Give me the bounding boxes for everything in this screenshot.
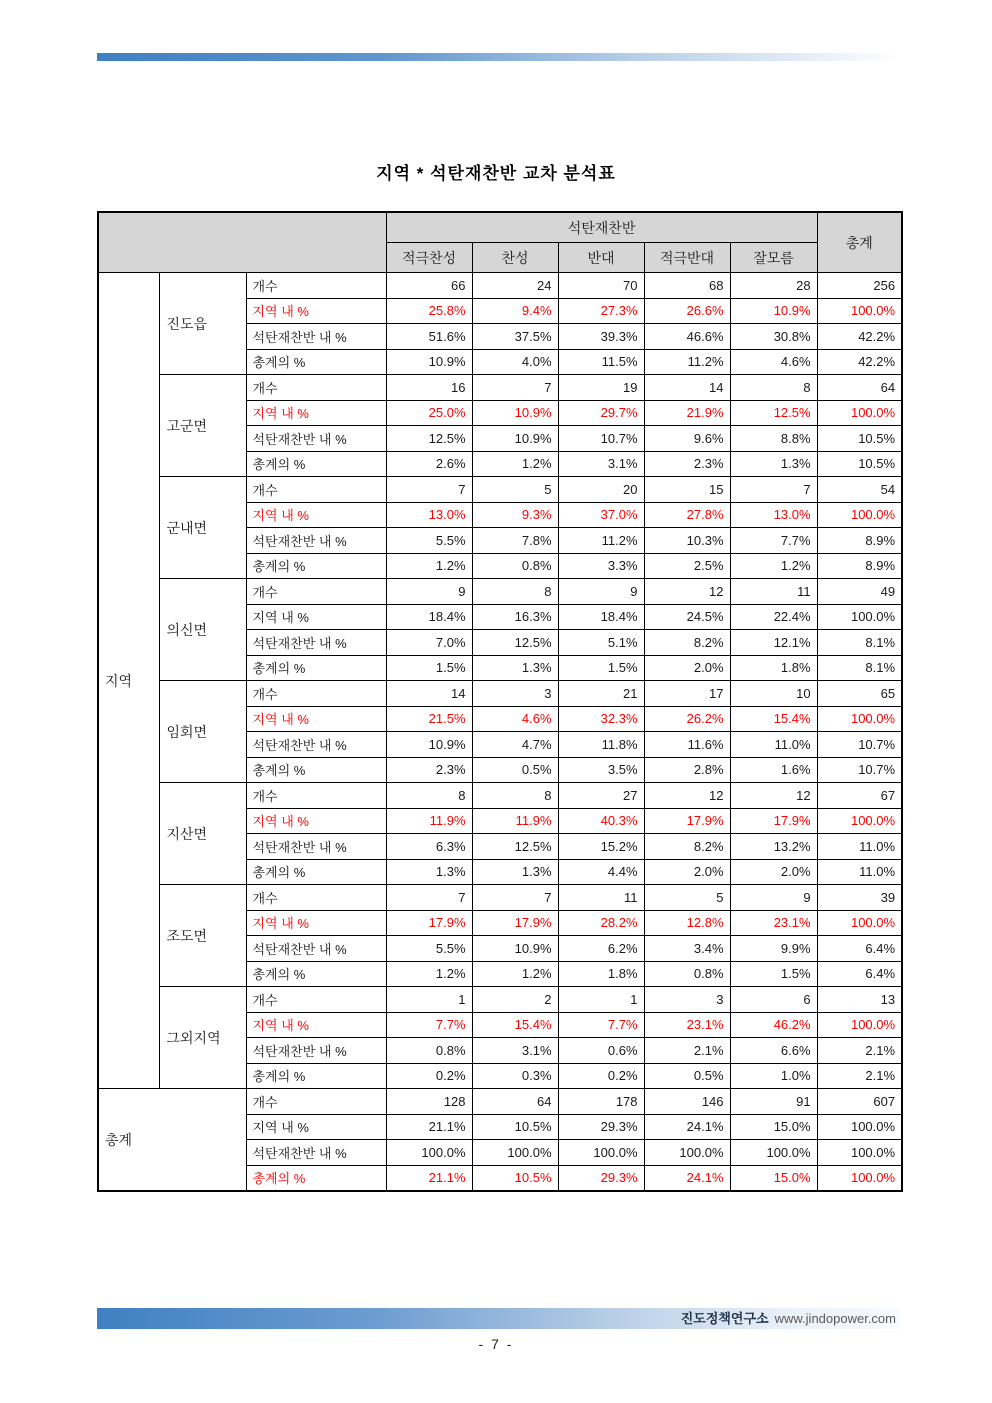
value-cell: 0.8% [644,961,730,987]
value-cell: 1.2% [730,553,817,579]
value-cell: 11 [558,885,644,911]
value-cell: 100.0% [817,706,902,732]
value-cell: 9 [558,579,644,605]
value-cell: 29.3% [558,1114,644,1140]
value-cell: 0.5% [472,757,558,783]
value-cell: 1.2% [472,451,558,477]
value-cell: 100.0% [386,1140,472,1166]
value-cell: 5 [644,885,730,911]
column-header: 적극찬성 [386,243,472,273]
value-cell: 7.7% [558,1012,644,1038]
region-label: 조도면 [159,885,246,987]
footer-bar [97,1308,900,1329]
measure-label: 석탄재찬반 내 % [246,426,386,452]
value-cell: 8.8% [730,426,817,452]
value-cell: 2.1% [644,1038,730,1064]
value-cell: 25.8% [386,298,472,324]
value-cell: 21.9% [644,400,730,426]
value-cell: 1.2% [386,961,472,987]
column-header: 적극반대 [644,243,730,273]
value-cell: 68 [644,273,730,299]
value-cell: 64 [817,375,902,401]
value-cell: 18.4% [386,604,472,630]
value-cell: 5.5% [386,936,472,962]
value-cell: 5.1% [558,630,644,656]
value-cell: 100.0% [817,604,902,630]
value-cell: 12.8% [644,910,730,936]
value-cell: 5 [472,477,558,503]
measure-label: 개수 [246,477,386,503]
value-cell: 7 [386,477,472,503]
value-cell: 12 [644,579,730,605]
value-cell: 16.3% [472,604,558,630]
measure-label: 지역 내 % [246,1114,386,1140]
value-cell: 6.3% [386,834,472,860]
measure-label: 개수 [246,885,386,911]
value-cell: 9 [730,885,817,911]
value-cell: 2 [472,987,558,1013]
value-cell: 146 [644,1089,730,1115]
cross-tab-table [97,211,903,1192]
value-cell: 1.8% [558,961,644,987]
cross-tab-wrapper [97,211,903,1192]
value-cell: 3.1% [472,1038,558,1064]
measure-label: 석탄재찬반 내 % [246,732,386,758]
column-header: 찬성 [472,243,558,273]
value-cell: 14 [386,681,472,707]
region-label: 고군면 [159,375,246,477]
value-cell: 4.6% [472,706,558,732]
value-cell: 9.4% [472,298,558,324]
value-cell: 0.8% [472,553,558,579]
value-cell: 1.2% [472,961,558,987]
value-cell: 8 [386,783,472,809]
row-group-label: 지역 [98,273,159,1089]
value-cell: 6.4% [817,961,902,987]
value-cell: 16 [386,375,472,401]
value-cell: 49 [817,579,902,605]
total-column-header: 총계 [817,212,902,273]
value-cell: 7.7% [730,528,817,554]
region-label: 그외지역 [159,987,246,1089]
value-cell: 21.5% [386,706,472,732]
measure-label: 총계의 % [246,655,386,681]
value-cell: 21.1% [386,1114,472,1140]
page-title: 지역 * 석탄재찬반 교차 분석표 [376,164,616,183]
value-cell: 2.0% [644,859,730,885]
value-cell: 10.5% [472,1165,558,1191]
value-cell: 3.5% [558,757,644,783]
value-cell: 42.2% [817,349,902,375]
value-cell: 51.6% [386,324,472,350]
value-cell: 10.7% [558,426,644,452]
value-cell: 8.9% [817,528,902,554]
measure-label: 석탄재찬반 내 % [246,834,386,860]
value-cell: 10 [730,681,817,707]
value-cell: 27.8% [644,502,730,528]
value-cell: 100.0% [817,808,902,834]
value-cell: 4.4% [558,859,644,885]
total-row-label: 총계 [98,1089,246,1192]
value-cell: 12.5% [472,834,558,860]
value-cell: 0.8% [386,1038,472,1064]
value-cell: 4.6% [730,349,817,375]
value-cell: 46.6% [644,324,730,350]
value-cell: 4.0% [472,349,558,375]
value-cell: 607 [817,1089,902,1115]
value-cell: 30.8% [730,324,817,350]
value-cell: 10.5% [472,1114,558,1140]
value-cell: 32.3% [558,706,644,732]
measure-label: 개수 [246,783,386,809]
measure-label: 개수 [246,579,386,605]
measure-label: 석탄재찬반 내 % [246,324,386,350]
value-cell: 37.0% [558,502,644,528]
value-cell: 8.9% [817,553,902,579]
value-cell: 7 [472,375,558,401]
value-cell: 10.3% [644,528,730,554]
measure-label: 개수 [246,1089,386,1115]
value-cell: 15 [644,477,730,503]
value-cell: 11.5% [558,349,644,375]
measure-label: 총계의 % [246,757,386,783]
value-cell: 26.6% [644,298,730,324]
value-cell: 100.0% [730,1140,817,1166]
value-cell: 11.2% [644,349,730,375]
value-cell: 2.0% [730,859,817,885]
value-cell: 0.6% [558,1038,644,1064]
value-cell: 15.2% [558,834,644,860]
value-cell: 5.5% [386,528,472,554]
column-header: 잘모름 [730,243,817,273]
measure-label: 총계의 % [246,1165,386,1191]
value-cell: 70 [558,273,644,299]
value-cell: 15.0% [730,1114,817,1140]
value-cell: 29.3% [558,1165,644,1191]
value-cell: 3 [472,681,558,707]
value-cell: 12.5% [386,426,472,452]
value-cell: 9.6% [644,426,730,452]
value-cell: 14 [644,375,730,401]
measure-label: 지역 내 % [246,706,386,732]
value-cell: 12 [730,783,817,809]
region-label: 임회면 [159,681,246,783]
value-cell: 28.2% [558,910,644,936]
value-cell: 1.2% [386,553,472,579]
value-cell: 10.9% [472,936,558,962]
value-cell: 0.2% [558,1063,644,1089]
value-cell: 12.5% [730,400,817,426]
value-cell: 12.1% [730,630,817,656]
measure-label: 지역 내 % [246,910,386,936]
value-cell: 8.1% [817,630,902,656]
value-cell: 2.1% [817,1038,902,1064]
value-cell: 3 [644,987,730,1013]
measure-label: 석탄재찬반 내 % [246,528,386,554]
value-cell: 100.0% [817,1114,902,1140]
value-cell: 7.7% [386,1012,472,1038]
value-cell: 10.5% [817,426,902,452]
value-cell: 12 [644,783,730,809]
value-cell: 100.0% [817,400,902,426]
value-cell: 17.9% [472,910,558,936]
value-cell: 21 [558,681,644,707]
value-cell: 10.7% [817,757,902,783]
top-accent-bar [97,53,900,61]
value-cell: 26.2% [644,706,730,732]
value-cell: 2.1% [817,1063,902,1089]
value-cell: 1 [558,987,644,1013]
value-cell: 15.4% [730,706,817,732]
value-cell: 128 [386,1089,472,1115]
value-cell: 2.6% [386,451,472,477]
footer-org: 진도정책연구소 [680,1311,769,1326]
value-cell: 6 [730,987,817,1013]
value-cell: 10.9% [386,349,472,375]
value-cell: 11.6% [644,732,730,758]
measure-label: 지역 내 % [246,808,386,834]
value-cell: 13.0% [730,502,817,528]
group-header-cell: 석탄재찬반 [386,212,817,243]
value-cell: 100.0% [558,1140,644,1166]
value-cell: 0.2% [386,1063,472,1089]
value-cell: 1.3% [730,451,817,477]
value-cell: 11.0% [817,834,902,860]
value-cell: 7.0% [386,630,472,656]
value-cell: 3.4% [644,936,730,962]
measure-label: 개수 [246,681,386,707]
value-cell: 66 [386,273,472,299]
value-cell: 1.0% [730,1063,817,1089]
value-cell: 18.4% [558,604,644,630]
measure-label: 지역 내 % [246,502,386,528]
value-cell: 2.5% [644,553,730,579]
value-cell: 28 [730,273,817,299]
value-cell: 24 [472,273,558,299]
value-cell: 100.0% [472,1140,558,1166]
corner-cell [98,212,386,273]
value-cell: 11.9% [472,808,558,834]
measure-label: 총계의 % [246,553,386,579]
value-cell: 11.2% [558,528,644,554]
value-cell: 17 [644,681,730,707]
measure-label: 석탄재찬반 내 % [246,1038,386,1064]
value-cell: 24.5% [644,604,730,630]
value-cell: 13 [817,987,902,1013]
value-cell: 8.2% [644,630,730,656]
value-cell: 23.1% [730,910,817,936]
region-label: 의신면 [159,579,246,681]
page-number: - 7 - [478,1336,514,1352]
value-cell: 13.0% [386,502,472,528]
value-cell: 7.8% [472,528,558,554]
value-cell: 8 [472,783,558,809]
value-cell: 21.1% [386,1165,472,1191]
value-cell: 100.0% [817,502,902,528]
value-cell: 1.5% [558,655,644,681]
value-cell: 256 [817,273,902,299]
value-cell: 9.9% [730,936,817,962]
value-cell: 1.8% [730,655,817,681]
value-cell: 37.5% [472,324,558,350]
measure-label: 석탄재찬반 내 % [246,936,386,962]
value-cell: 8.2% [644,834,730,860]
value-cell: 40.3% [558,808,644,834]
value-cell: 10.9% [730,298,817,324]
value-cell: 100.0% [817,910,902,936]
value-cell: 3.1% [558,451,644,477]
value-cell: 64 [472,1089,558,1115]
value-cell: 100.0% [817,298,902,324]
value-cell: 6.4% [817,936,902,962]
measure-label: 총계의 % [246,1063,386,1089]
value-cell: 2.8% [644,757,730,783]
value-cell: 100.0% [817,1012,902,1038]
measure-label: 총계의 % [246,451,386,477]
value-cell: 25.0% [386,400,472,426]
value-cell: 1.3% [472,859,558,885]
value-cell: 3.3% [558,553,644,579]
value-cell: 7 [386,885,472,911]
value-cell: 46.2% [730,1012,817,1038]
value-cell: 11.0% [817,859,902,885]
value-cell: 11.0% [730,732,817,758]
value-cell: 17.9% [644,808,730,834]
value-cell: 10.5% [817,451,902,477]
measure-label: 지역 내 % [246,400,386,426]
value-cell: 0.3% [472,1063,558,1089]
value-cell: 2.3% [386,757,472,783]
value-cell: 1.3% [472,655,558,681]
value-cell: 24.1% [644,1114,730,1140]
value-cell: 8 [472,579,558,605]
value-cell: 23.1% [644,1012,730,1038]
value-cell: 100.0% [817,1165,902,1191]
value-cell: 10.9% [386,732,472,758]
value-cell: 11 [730,579,817,605]
value-cell: 8.1% [817,655,902,681]
value-cell: 54 [817,477,902,503]
value-cell: 11.9% [386,808,472,834]
value-cell: 91 [730,1089,817,1115]
value-cell: 9 [386,579,472,605]
value-cell: 10.9% [472,426,558,452]
value-cell: 0.5% [644,1063,730,1089]
value-cell: 1 [386,987,472,1013]
value-cell: 1.3% [386,859,472,885]
value-cell: 65 [817,681,902,707]
value-cell: 1.5% [730,961,817,987]
measure-label: 지역 내 % [246,1012,386,1038]
value-cell: 7 [472,885,558,911]
measure-label: 지역 내 % [246,604,386,630]
value-cell: 39 [817,885,902,911]
region-label: 군내면 [159,477,246,579]
value-cell: 22.4% [730,604,817,630]
measure-label: 지역 내 % [246,298,386,324]
value-cell: 178 [558,1089,644,1115]
measure-label: 석탄재찬반 내 % [246,1140,386,1166]
value-cell: 7 [730,477,817,503]
value-cell: 6.6% [730,1038,817,1064]
column-header: 반대 [558,243,644,273]
measure-label: 석탄재찬반 내 % [246,630,386,656]
value-cell: 2.3% [644,451,730,477]
measure-label: 총계의 % [246,349,386,375]
measure-label: 개수 [246,273,386,299]
value-cell: 20 [558,477,644,503]
value-cell: 15.0% [730,1165,817,1191]
value-cell: 19 [558,375,644,401]
value-cell: 11.8% [558,732,644,758]
value-cell: 29.7% [558,400,644,426]
measure-label: 개수 [246,987,386,1013]
value-cell: 24.1% [644,1165,730,1191]
value-cell: 1.6% [730,757,817,783]
footer-url: www.jindopower.com [774,1311,896,1326]
value-cell: 27.3% [558,298,644,324]
value-cell: 17.9% [386,910,472,936]
value-cell: 2.0% [644,655,730,681]
value-cell: 8 [730,375,817,401]
value-cell: 13.2% [730,834,817,860]
value-cell: 10.9% [472,400,558,426]
value-cell: 10.7% [817,732,902,758]
value-cell: 9.3% [472,502,558,528]
measure-label: 총계의 % [246,961,386,987]
value-cell: 12.5% [472,630,558,656]
value-cell: 17.9% [730,808,817,834]
value-cell: 39.3% [558,324,644,350]
value-cell: 1.5% [386,655,472,681]
value-cell: 15.4% [472,1012,558,1038]
value-cell: 100.0% [644,1140,730,1166]
value-cell: 6.2% [558,936,644,962]
value-cell: 67 [817,783,902,809]
value-cell: 4.7% [472,732,558,758]
value-cell: 27 [558,783,644,809]
region-label: 진도읍 [159,273,246,375]
region-label: 지산면 [159,783,246,885]
measure-label: 개수 [246,375,386,401]
value-cell: 42.2% [817,324,902,350]
value-cell: 100.0% [817,1140,902,1166]
measure-label: 총계의 % [246,859,386,885]
